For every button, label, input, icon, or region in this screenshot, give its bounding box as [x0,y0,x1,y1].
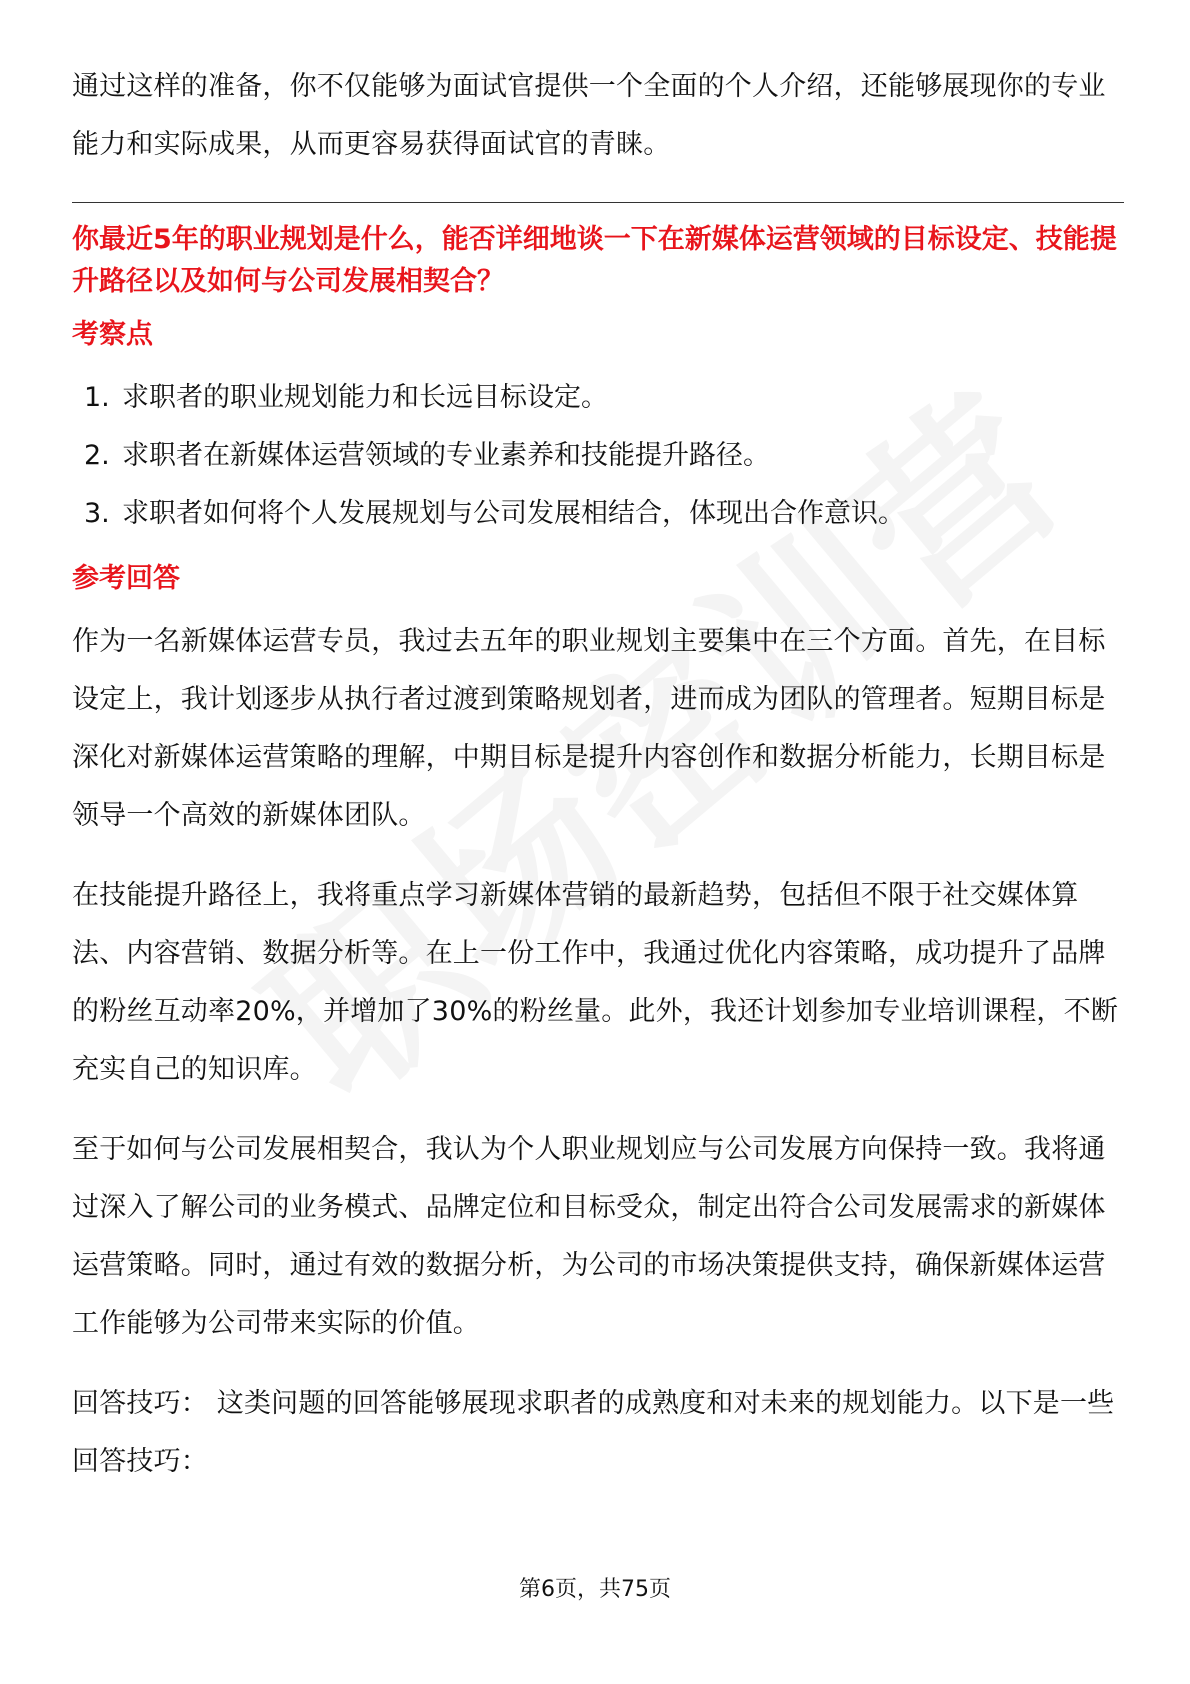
section-divider [72,202,1124,203]
document-page [72,58,1124,1491]
list-item-text: 求职者的职业规划能力和长远目标设定。 [122,382,608,413]
list-item [72,485,1124,543]
assessment-points-list [72,369,1124,543]
interview-question: 你最近5年的职业规划是什么，能否详细地谈一下在新媒体运营领域的目标设定、技能提升路径以及如何与公司发展相契合？ [72,224,1117,297]
list-item [72,427,1124,485]
answer-heading: 参考回答 [72,563,180,594]
answer-paragraph: 在技能提升路径上，我将重点学习新媒体营销的最新趋势，包括但不限于社交媒体算法、内容营销、数据分析等。在上一份工作中，我通过优化内容策略，成功提升了品牌的粉丝互动率20%，并增加了30%的粉丝量。此外，我还计划参加专业培训课程，不断充实自己的知识库。 [72,880,1119,1085]
answer-tips-paragraph: 回答技巧： 这类问题的回答能够展现求职者的成熟度和对未来的规划能力。以下是一些回答技巧： [72,1388,1115,1477]
list-item-text: 求职者在新媒体运营领域的专业素养和技能提升路径。 [122,440,770,471]
answer-body [72,613,1124,1491]
intro-paragraph: 通过这样的准备，你不仅能够为面试官提供一个全面的个人介绍，还能够展现你的专业能力和实际成果，从而更容易获得面试官的青睐。 [72,71,1106,160]
answer-paragraph: 至于如何与公司发展相契合，我认为个人职业规划应与公司发展方向保持一致。我将通过深入了解公司的业务模式、品牌定位和目标受众，制定出符合公司发展需求的新媒体运营策略。同时，通过有效的数据分析，为公司的市场决策提供支持，确保新媒体运营工作能够为公司带来实际的价值。 [72,1134,1106,1339]
page-footer: 第6页，共75页 [519,1577,671,1602]
list-item [72,369,1124,427]
list-item-number: 2. [84,440,110,471]
answer-paragraph: 作为一名新媒体运营专员，我过去五年的职业规划主要集中在三个方面。首先，在目标设定上，我计划逐步从执行者过渡到策略规划者，进而成为团队的管理者。短期目标是深化对新媒体运营策略的理解，中期目标是提升内容创作和数据分析能力，长期目标是领导一个高效的新媒体团队。 [72,626,1106,831]
list-item-number: 3. [84,498,110,529]
assessment-heading: 考察点 [72,319,153,350]
list-item-text: 求职者如何将个人发展规划与公司发展相结合，体现出合作意识。 [122,498,905,529]
list-item-number: 1. [84,382,110,413]
